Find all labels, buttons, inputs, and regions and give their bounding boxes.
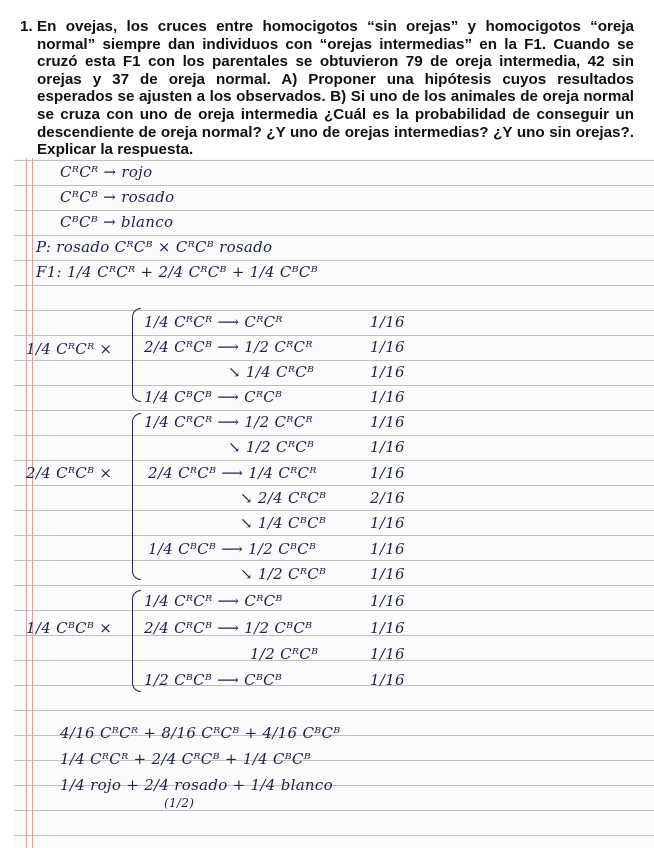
- block2-prob1: 1/16: [370, 413, 405, 431]
- ruled-line: [14, 560, 654, 561]
- problem-statement: [20, 18, 634, 159]
- notebook-page: [14, 158, 654, 848]
- sum-phenotypes: 1/4 rojo + 2/4 rosado + 1/4 blanco: [60, 776, 333, 794]
- note-rosado: CᴿCᴮ → rosado: [60, 188, 175, 206]
- block3-prob2: 1/16: [370, 619, 405, 637]
- sum-sixteenths: 4/16 CᴿCᴿ + 8/16 CᴿCᴮ + 4/16 CᴮCᴮ: [60, 724, 341, 742]
- sum-half-note: (1/2): [164, 796, 195, 810]
- block2-row7: ↘ 1/2 CᴿCᴮ: [240, 565, 327, 583]
- ruled-line: [14, 185, 654, 186]
- block2-row6: 1/4 CᴮCᴮ ⟶ 1/2 CᴮCᴮ: [148, 540, 317, 558]
- block3-prob3: 1/16: [370, 645, 405, 663]
- ruled-line: [14, 585, 654, 586]
- block1-prob3: 1/16: [370, 363, 405, 381]
- block1-prob4: 1/16: [370, 388, 405, 406]
- ruled-line: [14, 335, 654, 336]
- ruled-line: [14, 685, 654, 686]
- ruled-line: [14, 410, 654, 411]
- problem-text: En ovejas, los cruces entre homocigotos “sin orejas” y homocigotos “oreja normal” siempre dan individuos con “orejas intermedias” en la F1. Cuando se cruzó esta F1 con los parentales se obtuvieron 79 de oreja intermedia, 42 sin orejas y 37 de oreja normal. A) Proponer una hipótesis cuyos resultados esperados se ajusten a los observados. B) Si uno de los animales de oreja normal se cruza con uno de oreja intermedia ¿Cuál es la probabilidad de conseguir un descendiente de oreja normal? ¿Y uno de orejas intermedias? ¿Y uno sin orejas?. Explicar la respuesta.: [37, 18, 634, 159]
- block1-prob2: 1/16: [370, 338, 405, 356]
- block1-row3: ↘ 1/4 CᴿCᴮ: [228, 363, 315, 381]
- block3-row3: 1/2 CᴿCᴮ: [250, 645, 319, 663]
- block2-row4: ↘ 2/4 CᴿCᴮ: [240, 489, 327, 507]
- note-rojo: CᴿCᴿ → rojo: [60, 163, 153, 181]
- block2-left: 2/4 CᴿCᴮ ×: [26, 464, 113, 482]
- ruled-line: [14, 310, 654, 311]
- block3-left: 1/4 CᴮCᴮ ×: [26, 619, 113, 637]
- ruled-line: [14, 810, 654, 811]
- block1-row2: 2/4 CᴿCᴮ ⟶ 1/2 CᴿCᴿ: [144, 338, 313, 356]
- ruled-line: [14, 160, 654, 161]
- margin-line: [26, 158, 27, 848]
- block2-row1: 1/4 CᴿCᴿ ⟶ 1/2 CᴿCᴿ: [144, 413, 313, 431]
- ruled-line: [14, 610, 654, 611]
- block1-row1: 1/4 CᴿCᴿ ⟶ CᴿCᴿ: [144, 313, 283, 331]
- ruled-line: [14, 660, 654, 661]
- note-f1: F1: 1/4 CᴿCᴿ + 2/4 CᴿCᴮ + 1/4 CᴮCᴮ: [36, 263, 318, 281]
- margin-line: [32, 158, 33, 848]
- block2-prob7: 1/16: [370, 565, 405, 583]
- ruled-line: [14, 460, 654, 461]
- ruled-line: [14, 485, 654, 486]
- block2-prob5: 1/16: [370, 514, 405, 532]
- block2-prob3: 1/16: [370, 464, 405, 482]
- block2-prob6: 1/16: [370, 540, 405, 558]
- block2-brace: [132, 413, 141, 580]
- ruled-line: [14, 360, 654, 361]
- ruled-line: [14, 285, 654, 286]
- block1-left: 1/4 CᴿCᴿ ×: [26, 340, 113, 358]
- block3-prob1: 1/16: [370, 592, 405, 610]
- ruled-line: [14, 210, 654, 211]
- block2-row2: ↘ 1/2 CᴿCᴮ: [228, 438, 315, 456]
- block2-prob4: 2/16: [370, 489, 405, 507]
- block1-prob1: 1/16: [370, 313, 405, 331]
- block3-prob4: 1/16: [370, 671, 405, 689]
- block1-row4: 1/4 CᴮCᴮ ⟶ CᴿCᴮ: [144, 388, 283, 406]
- ruled-line: [14, 385, 654, 386]
- note-blanco: CᴮCᴮ → blanco: [60, 213, 174, 231]
- ruled-line: [14, 435, 654, 436]
- note-parents: P: rosado CᴿCᴮ × CᴿCᴮ rosado: [36, 238, 273, 256]
- block3-row2: 2/4 CᴿCᴮ ⟶ 1/2 CᴮCᴮ: [144, 619, 313, 637]
- ruled-line: [14, 510, 654, 511]
- block2-row5: ↘ 1/4 CᴮCᴮ: [240, 514, 327, 532]
- block2-prob2: 1/16: [370, 438, 405, 456]
- block3-row1: 1/4 CᴿCᴿ ⟶ CᴿCᴮ: [144, 592, 283, 610]
- ruled-line: [14, 535, 654, 536]
- block2-row3: 2/4 CᴿCᴮ ⟶ 1/4 CᴿCᴿ: [148, 464, 317, 482]
- ruled-line: [14, 260, 654, 261]
- block3-brace: [132, 590, 141, 692]
- block1-brace: [132, 308, 141, 402]
- problem-number: 1.: [20, 18, 33, 35]
- ruled-line: [14, 235, 654, 236]
- block3-row4: 1/2 CᴮCᴮ ⟶ CᴮCᴮ: [144, 671, 283, 689]
- sum-quarters: 1/4 CᴿCᴿ + 2/4 CᴿCᴮ + 1/4 CᴮCᴮ: [60, 750, 311, 768]
- ruled-line: [14, 835, 654, 836]
- ruled-line: [14, 710, 654, 711]
